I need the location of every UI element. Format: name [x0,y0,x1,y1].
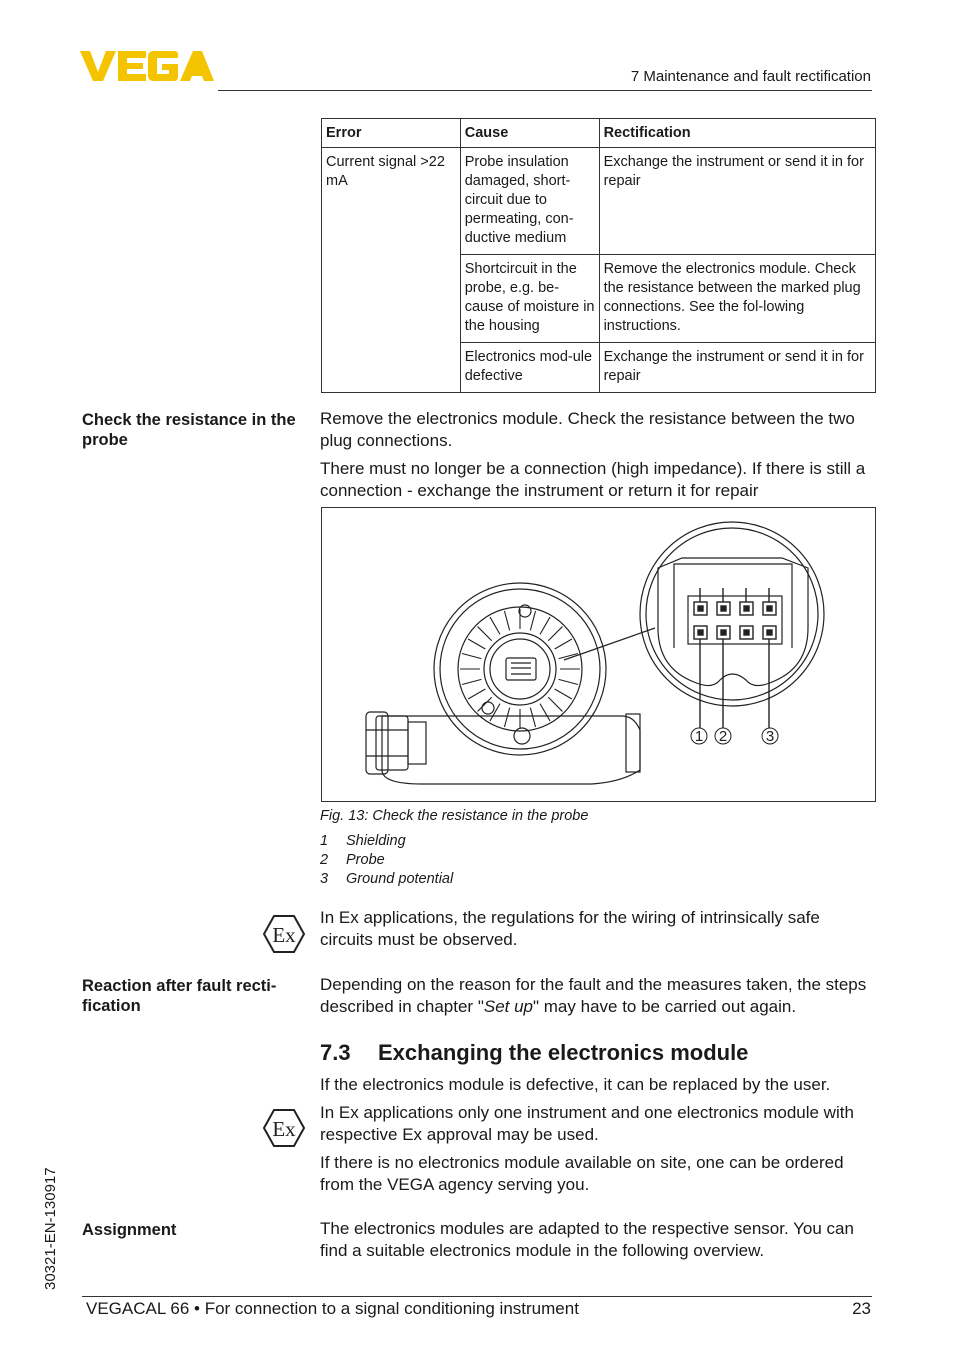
housing-rib [548,697,562,711]
ex-symbol-icon [262,914,306,954]
housing-rib [462,653,481,658]
chapter-title: 7 Maintenance and fault rectification [630,68,871,85]
reaction-label: Reaction after fault recti-fication [82,977,277,1015]
legend-number: 1 [320,833,329,849]
section-title: Exchanging the electronics module [378,1040,749,1065]
error-cell: Current signal >22 mA [322,148,461,255]
housing-rib [548,627,562,641]
legend-item [320,852,385,868]
error-cell-empty [322,343,461,393]
table-header-row [322,119,876,148]
section-paragraph-2: If there is no electronics module available on site, one can be ordered from the VEGA agency serving you. [320,1153,844,1194]
legend-number: 3 [320,871,329,887]
document-number: 30321-EN-130917 [42,1167,59,1290]
section-number: 7.3 [320,1040,351,1065]
svg-text:Ex: Ex [272,923,296,947]
housing-rib [478,627,492,641]
reaction-text-2: " may have to be carried out again. [533,997,797,1016]
cause-cell: Probe insulation damaged, short-circuit due to permeating, con-ductive medium [460,148,599,255]
legend-item [320,833,406,849]
footer-product-line: VEGACAL 66 • For connection to a signal conditioning instrument [86,1299,579,1318]
cause-cell: Shortcircuit in the probe, e.g. be-cause of moisture in the housing [460,255,599,343]
callout-2: 2 [718,728,728,745]
reaction-paragraph [320,974,876,1018]
section-paragraph-1: If the electronics module is defective, it can be replaced by the user. [320,1075,831,1094]
housing-rib [490,617,500,634]
housing-rib [540,704,550,721]
table-row [322,343,876,393]
housing-rib [468,689,485,699]
callout-3: 3 [765,728,775,745]
housing-rib [540,617,550,634]
assignment-label: Assignment [82,1221,177,1239]
housing-rib [559,679,578,684]
header-divider [218,90,872,91]
error-table [321,118,876,393]
legend-number: 2 [320,852,329,868]
table-row [322,148,876,255]
housing-rib [504,708,509,727]
cause-cell: Electronics mod-ule defective [460,343,599,393]
figure-caption: Fig. 13: Check the resistance in the probe [320,808,589,824]
check-resistance-paragraph-2: There must no longer be a connection (high impedance). If there is still a connection - exchange the instrument or return it for repair [320,459,866,500]
error-cell-empty [322,255,461,343]
footer-divider [82,1296,872,1297]
legend-text: Shielding [346,833,406,849]
column-header-cause: Cause [460,119,599,148]
rectification-cell: Remove the electronics module. Check the resistance between the marked plug connections. See the fol-lowing instructions. [599,255,875,343]
reaction-text-1: Depending on the reason for the fault and the measures taken, the steps described in chapter " [320,975,867,1016]
column-header-error: Error [322,119,461,148]
section-ex-note: In Ex applications only one instrument and one electronics module with respective Ex approval may be used. [320,1103,854,1144]
svg-text:Ex: Ex [272,1117,296,1141]
rectification-cell: Exchange the instrument or send it in for repair [599,148,875,255]
housing-rib [555,689,572,699]
page-number: 23 [852,1299,871,1318]
housing-rib [530,708,535,727]
callout-1: 1 [694,728,704,745]
legend-text: Ground potential [346,871,454,887]
legend-item [320,871,453,887]
table-row [322,255,876,343]
housing-rib [504,611,509,630]
housing-rib [468,639,485,649]
legend-text: Probe [346,852,385,868]
rectification-cell: Exchange the instrument or send it in for repair [599,343,875,393]
terminal-block [694,588,776,728]
housing-rib [462,679,481,684]
section-heading [320,1040,748,1066]
vega-logo [80,48,214,84]
probe-connection-drawing [322,508,875,801]
column-header-rectification: Rectification [599,119,875,148]
housing-rib [530,611,535,630]
ex-note-wiring: In Ex applications, the regulations for the wiring of intrinsically safe circuits must be observed. [320,908,820,949]
housing-rib [555,639,572,649]
check-resistance-label: Check the resistance in the probe [82,411,296,449]
reaction-setup-link-text: Set up [483,997,534,1016]
housing-ribs [460,609,580,729]
figure-resistance-diagram [321,507,876,802]
check-resistance-paragraph-1: Remove the electronics module. Check the resistance between the two plug connections. [320,409,855,450]
housing-rib [478,697,492,711]
ex-symbol-icon [262,1108,306,1148]
assignment-paragraph: The electronics modules are adapted to the respective sensor. You can find a suitable electronics module in the following overview. [320,1219,854,1260]
